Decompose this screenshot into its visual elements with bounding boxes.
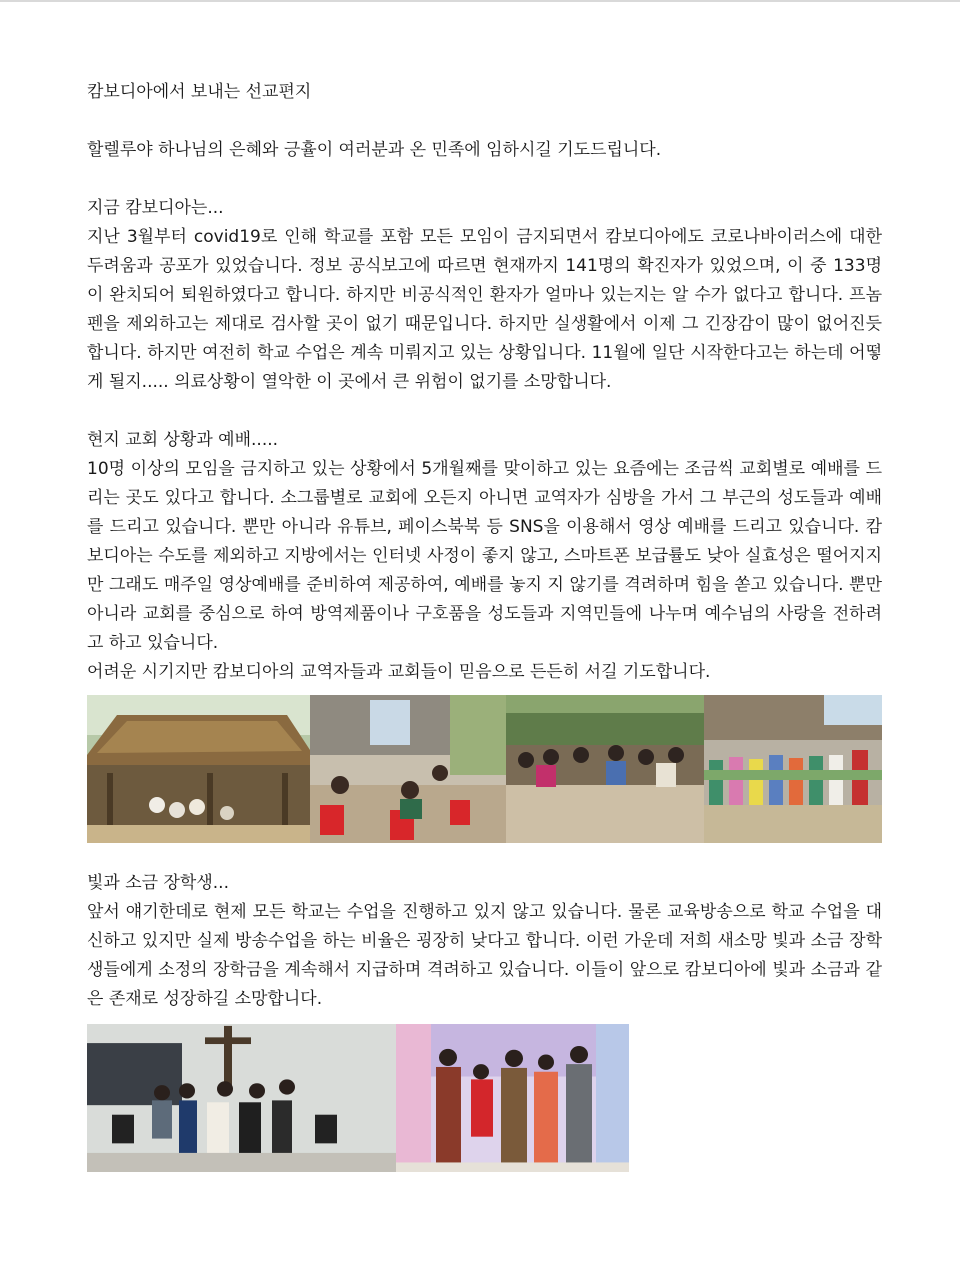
greeting-paragraph: 할렐루야 하나님의 은혜와 긍휼이 여러분과 온 민족에 임하시길 기도드립니다. [87,140,662,160]
church-photo-strip [87,695,882,843]
section-local-church [87,426,882,687]
section-scholarship [87,869,882,1014]
mission-letter [87,78,882,1179]
photo-scholarship-students [396,1024,629,1172]
photo-thatched-hut-gathering [87,695,310,843]
photo-home-visit-worship [310,695,506,843]
section-closing: 어려운 시기지만 캄보디아의 교역자들과 교회들이 믿음으로 든든히 서길 기도합니다. [87,662,711,682]
section-cambodia-now [87,194,882,397]
photo-scholarship-church-interior [87,1024,396,1172]
section-body: 10명 이상의 모임을 금지하고 있는 상황에서 5개월째를 맞이하고 있는 요즘에는 조금씩 교회별로 예배를 드리는 곳도 있다고 합니다. 소그룹별로 교회에 오든지 아니면 교역자가 심방을 가서 그 부근의 성도들과 예배를 드리고 있습니다. 뿐만 아니라 유튜브, 페이스북북 등 SNS을 이용해서 영상 예배를 드리고 있습니다. 캄보디아는 수도를 제외하고 지방에서는 인터넷 사정이 좋지 않고, 스마트폰 보급률도 낮아 실효성은 떨어지지만 그래도 매주일 영상예배를 준비하여 제공하여, 예배를 놓지 지 않기를 격려하며 힘을 쏟고 있습니다. 뿐만 아니라 교회를 중심으로 하여 방역제품이나 구호품을 성도들과 지역민들에 나누며 예수님의 사랑을 전하려고 하고 있습니다. [87,459,882,653]
letter-title: 캄보디아에서 보내는 선교편지 [87,82,312,102]
section-heading: 빛과 소금 장학생... [87,873,229,893]
section-heading: 지금 캄보디아는... [87,198,224,218]
photo-relief-distribution [704,695,882,843]
section-body: 앞서 얘기한데로 현제 모든 학교는 수업을 진행하고 있지 않고 있습니다. 물론 교육방송으로 학교 수업을 대신하고 있지만 실제 방송수업을 하는 비율은 굉장히 낮다고 합니다. 이런 가운데 저희 새소망 빛과 소금 장학생들에게 소정의 장학금을 계속해서 지급하며 격려하고 있습니다. 이들이 앞으로 캄보디아에 빛과 소금과 같은 존재로 성장하길 소망합니다. [87,902,882,1009]
section-heading: 현지 교회 상황과 예배..... [87,430,279,450]
page-top-border [0,0,960,2]
photo-outdoor-worship [506,695,704,843]
section-body: 지난 3월부터 covid19로 인해 학교를 포함 모든 모임이 금지되면서 캄보디아에도 코로나바이러스에 대한 두려움과 공포가 있었습니다. 정보 공식보고에 따르면 현재까지 141명의 확진자가 있었으며, 이 중 133명이 완치되어 퇴원하였다고 합니다. 하지만 비공식적인 환자가 얼마나 있는지는 알 수가 없다고 합니다. 프놈펜을 제외하고는 제대로 검사할 곳이 없기 때문입니다. 하지만 실생활에서 이제 그 긴장감이 많이 없어진듯 합니다. 하지만 여전히 학교 수업은 계속 미뤄지고 있는 상황입니다. 11월에 일단 시작한다고는 하는데 어떻게 될지..... 의료상황이 열악한 이 곳에서 큰 위험이 없기를 소망합니다. [87,227,882,392]
scholarship-photo-strip [87,1024,882,1179]
